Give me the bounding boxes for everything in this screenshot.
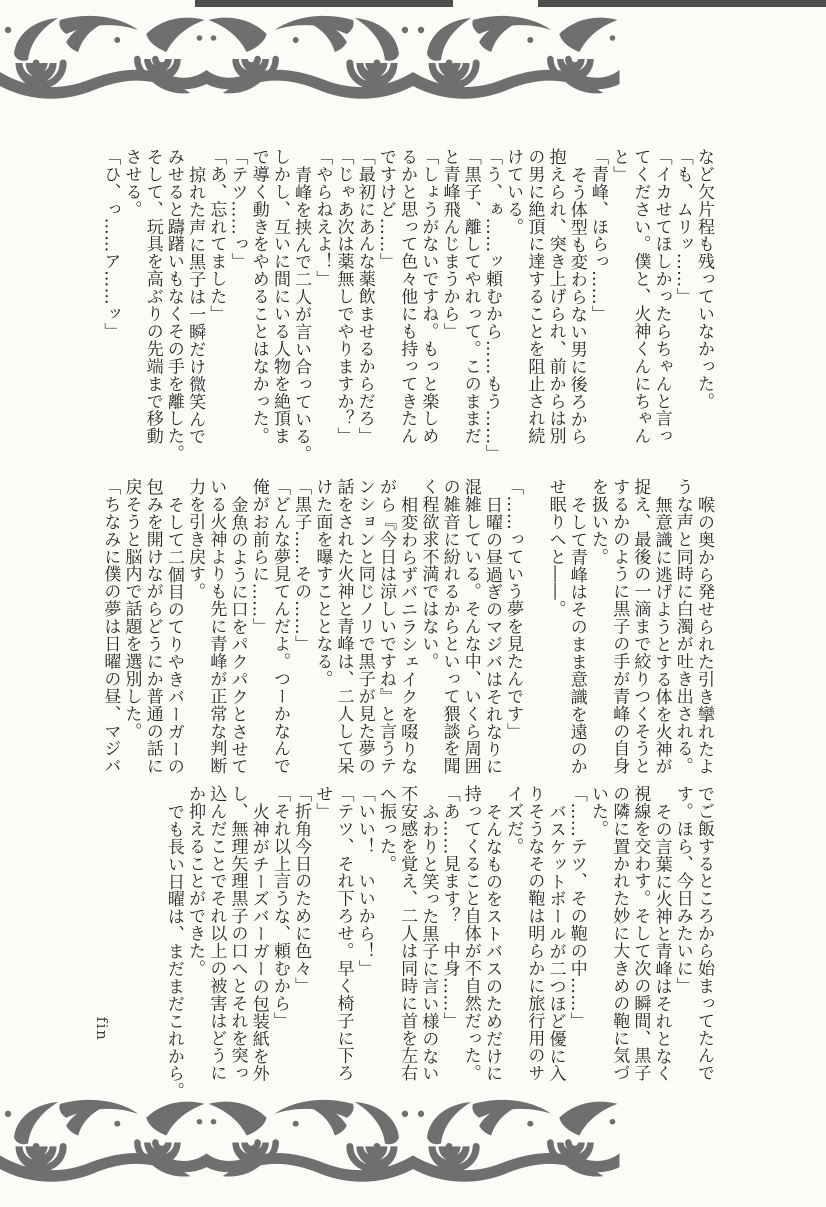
scan-edge-strip-left <box>195 0 453 7</box>
text-line: バスケットボールが二つほど優に入 <box>545 802 566 1082</box>
text-line: 「いい！ いいから！」 <box>354 785 375 977</box>
text-line: 掠れた声に黒子は一瞬だけ微笑んで <box>185 165 206 445</box>
text-line: 「ちなみに僕の夢は日曜の昼、マジバ <box>100 478 121 775</box>
text-line: 金魚のように口をパクパクとさせて <box>227 495 248 775</box>
text-line: 「黒子、離してやれって。このままだ <box>460 148 481 445</box>
text-line: 日曜の昼過ぎのマジバはそれなりに <box>481 495 502 775</box>
text-line: いた。 <box>587 785 608 838</box>
text-line: てください。僕と、火神くんにちゃん <box>630 148 651 445</box>
text-line: 「あ……見ます？ 中身……」 <box>439 785 460 1030</box>
text-line: 不安感を覚え、二人は同時に首を左右 <box>397 785 418 1082</box>
text-line: せ眠りへと――。 <box>545 478 566 618</box>
text-line: 混雑している。そんな中、いくら周囲 <box>460 478 481 775</box>
text-line: 喉の奥から発せられた引き攣れたよ <box>694 495 714 775</box>
text-line: 力を引き戻す。 <box>185 478 206 601</box>
text-line: 包みを開けながらどうにか普通の話に <box>142 478 163 775</box>
text-line: ンションと同じノリで黒子が見た夢の <box>354 478 375 775</box>
text-line: を扱いた。 <box>587 478 608 566</box>
text-line: の雑音に紛れるからといって猥談を聞 <box>439 478 460 775</box>
text-line: 「最初にあんな薬飲ませるからだろ」 <box>354 148 375 445</box>
text-line: 「じゃあ次は薬無しでやりますか？」 <box>333 148 354 445</box>
text-line: 「ひ、っ……ア……ッ」 <box>100 148 121 340</box>
text-line: けている。 <box>503 148 524 236</box>
text-line: し、無理矢理黒子の口へとそれを突っ <box>227 785 248 1082</box>
text-line: そう体型も変わらない男に後ろから <box>566 165 587 445</box>
text-line: でも長い日曜は、まだまだこれから。 <box>163 802 184 1100</box>
text-line: イズだ。 <box>503 785 524 855</box>
text-line: 青峰を挟んで二人が言い合っている。 <box>291 165 312 463</box>
text-line: 「も、ムリッ……」 <box>672 148 693 306</box>
text-line: 抱えられ、突き上げられ、前からは別 <box>545 148 566 445</box>
text-line: 「う、ぁ……ッ頼むから……もう……」 <box>481 148 502 463</box>
text-line: うな声と同時に白濁が吐き出される。 <box>672 478 693 775</box>
text-line: 話をされた火神と青峰は、二人して呆 <box>333 478 354 775</box>
text-line: す。ほら、今日みたいに」 <box>672 785 693 995</box>
text-line: 火神がチーズバーガーの包装紙を外 <box>248 802 269 1082</box>
text-line: 「テツ、それ下ろせ。早く椅子に下ろ <box>333 785 354 1082</box>
text-line: るかと思って色々他にも持ってきたん <box>397 148 418 445</box>
text-line: の隣に置かれた妙に大きめの鞄に気づ <box>609 785 630 1082</box>
text-line: させる。 <box>121 148 142 218</box>
text-block-3 <box>163 785 714 1100</box>
text-line: いる火神よりも先に青峰が正常な判断 <box>206 478 227 775</box>
text-line: そんなものをストバスのためだけに <box>481 802 502 1082</box>
scan-edge-strip-right <box>538 0 826 7</box>
text-line: 無意識に逃げようとする体を火神が <box>651 495 672 775</box>
text-line: 「青峰、ほらっ……」 <box>587 148 608 323</box>
text-block-1 <box>99 148 714 478</box>
text-line: 「しょうがないですね。もっと楽しめ <box>418 148 439 445</box>
text-line: するかのように黒子の手が青峰の自身 <box>609 478 630 775</box>
text-line: 持ってくること自体が不自然だった。 <box>460 785 481 1082</box>
text-line: 込んだことでそれ以上の被害はどうに <box>206 785 227 1082</box>
text-line: でご飯するところから始まってたんで <box>694 785 714 1082</box>
text-line: か抑えることができた。 <box>185 785 206 977</box>
text-line: で導く動きをやめることはなかった。 <box>248 148 269 445</box>
text-line: 「折角今日のために色々」 <box>291 785 312 995</box>
text-line: 「どんな夢見てんだよ。つーかなんで <box>269 478 290 775</box>
text-line: 「……テツ、その鞄の中……」 <box>566 785 587 1030</box>
text-line: せ」 <box>312 785 333 820</box>
text-line: と青峰飛んじまうから」 <box>439 148 460 340</box>
text-line: 「テツ……っ」 <box>227 148 248 271</box>
text-line: 相変わらずバニラシェイクを啜りな <box>397 495 418 775</box>
blank-line <box>523 478 544 788</box>
text-line: りそうなその鞄は明らかに旅行用のサ <box>524 785 545 1082</box>
ornamental-border-top <box>0 14 826 100</box>
text-line: 捉え、最後の一滴まで絞りつくそうと <box>630 478 651 775</box>
text-line: 俺がお前らに……」 <box>248 478 269 636</box>
fin-label: fin <box>93 1016 111 1042</box>
text-line: 視線を交わす。そして次の瞬間、黒子 <box>630 785 651 1082</box>
text-line: 「イカせてほしかったらちゃんと言っ <box>651 148 672 445</box>
text-block-2 <box>99 478 714 788</box>
text-line: ですけど……」 <box>375 148 396 271</box>
text-line: 「それ以上言うな、頼むから」 <box>269 785 290 1030</box>
text-line: その言葉に火神と青峰はそれとなく <box>651 802 672 1082</box>
text-line: がら『今日は涼しいですね』と言うテ <box>375 478 396 775</box>
text-line: く程欲求不満ではない。 <box>418 478 439 670</box>
text-line: へ振った。 <box>375 785 396 873</box>
text-line: の男に絶頂に達することを阻止され続 <box>524 148 545 445</box>
text-line: など欠片程も残っていなかった。 <box>694 148 714 410</box>
text-line: けた面を曝すこととなる。 <box>312 478 333 688</box>
text-line: そして、玩具を高ぶりの先端まで移動 <box>142 148 163 445</box>
text-line: 「あ、忘れてました」 <box>206 148 227 323</box>
text-line: 「……っていう夢を見たんです」 <box>503 478 524 740</box>
text-line: みせると躊躇いもなくその手を離した。 <box>163 148 184 463</box>
text-line: 「やらねえよ！」 <box>312 148 333 288</box>
text-line: そして二個目のてりやきバーガーの <box>163 495 184 775</box>
text-line: 「黒子……その……」 <box>291 478 312 653</box>
text-line: しかし、互いに間にいる人物を絶頂ま <box>269 148 290 445</box>
text-line: と」 <box>609 148 630 183</box>
ornamental-border-bottom <box>0 1098 826 1183</box>
text-line: ふわりと笑った黒子に言い様のない <box>418 802 439 1082</box>
text-line: そして青峰はそのまま意識を遠のか <box>566 495 587 775</box>
text-line: 戻そうと脳内で話題を選別した。 <box>121 478 142 740</box>
